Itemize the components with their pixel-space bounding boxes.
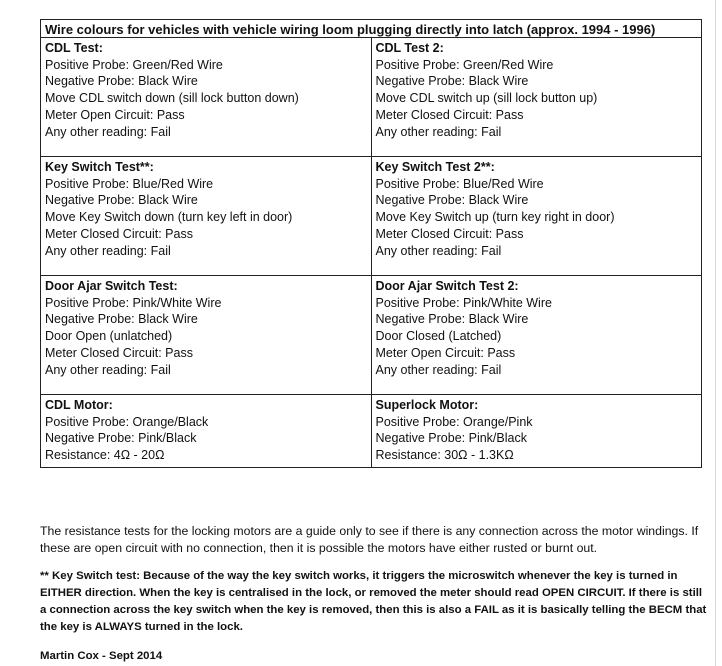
test-heading: CDL Motor: bbox=[45, 398, 113, 412]
test-cell-key-switch-test-2 bbox=[371, 157, 702, 276]
test-line: Meter Closed Circuit: Pass bbox=[375, 107, 524, 122]
test-cell-door-ajar-test-2 bbox=[371, 276, 702, 395]
test-cell-cdl-test bbox=[41, 38, 372, 157]
notes-section bbox=[40, 523, 708, 665]
test-line: Negative Probe: Black Wire bbox=[45, 312, 198, 327]
test-line: Negative Probe: Black Wire bbox=[375, 312, 529, 327]
test-heading: Key Switch Test**: bbox=[45, 160, 154, 174]
test-heading: Door Ajar Switch Test 2: bbox=[375, 279, 519, 293]
test-line: Meter Closed Circuit: Pass bbox=[45, 226, 193, 241]
resistance-note: The resistance tests for the locking motors are a guide only to see if there is any connection across the motor windings. If these are open circuit with no connection, then it is possible the motors have either rusted or burnt out. bbox=[40, 524, 699, 555]
test-line: Resistance: 4Ω - 20Ω bbox=[45, 448, 165, 463]
test-line: Positive Probe: Green/Red Wire bbox=[375, 57, 554, 72]
test-heading: CDL Test: bbox=[45, 41, 103, 55]
test-line: Meter Open Circuit: Pass bbox=[45, 107, 185, 122]
test-line: Any other reading: Fail bbox=[375, 243, 502, 258]
test-heading: Door Ajar Switch Test: bbox=[45, 279, 178, 293]
test-line: Move Key Switch up (turn key right in door) bbox=[375, 210, 615, 225]
test-cell-key-switch-test bbox=[41, 157, 372, 276]
test-line: Positive Probe: Orange/Black bbox=[45, 414, 209, 429]
test-line: Positive Probe: Orange/Pink bbox=[375, 414, 533, 429]
test-line: Any other reading: Fail bbox=[375, 362, 502, 377]
test-line: Negative Probe: Pink/Black bbox=[45, 431, 197, 446]
test-line: Meter Closed Circuit: Pass bbox=[375, 226, 524, 241]
test-line: Positive Probe: Blue/Red Wire bbox=[375, 176, 544, 191]
test-line: Meter Open Circuit: Pass bbox=[375, 345, 516, 360]
test-line: Door Open (unlatched) bbox=[45, 329, 173, 344]
test-line: Any other reading: Fail bbox=[45, 362, 171, 377]
test-line: Negative Probe: Black Wire bbox=[45, 193, 198, 208]
test-cell-superlock-motor bbox=[371, 395, 702, 468]
wire-test-table bbox=[40, 19, 702, 468]
author-signature: Martin Cox - Sept 2014 bbox=[40, 650, 163, 662]
test-line: Resistance: 30Ω - 1.3KΩ bbox=[375, 448, 514, 463]
test-line: Door Closed (Latched) bbox=[375, 329, 502, 344]
test-line: Any other reading: Fail bbox=[45, 243, 171, 258]
table-row bbox=[41, 38, 702, 157]
test-line: Negative Probe: Black Wire bbox=[375, 74, 529, 89]
test-line: Positive Probe: Pink/White Wire bbox=[45, 295, 222, 310]
test-cell-cdl-test-2 bbox=[371, 38, 702, 157]
test-cell-door-ajar-test bbox=[41, 276, 372, 395]
test-cell-cdl-motor bbox=[41, 395, 372, 468]
table-row bbox=[41, 395, 702, 468]
table-row bbox=[41, 157, 702, 276]
test-heading: Key Switch Test 2**: bbox=[375, 160, 495, 174]
test-line: Meter Closed Circuit: Pass bbox=[45, 345, 193, 360]
test-line: Positive Probe: Blue/Red Wire bbox=[45, 176, 214, 191]
test-line: Move CDL switch up (sill lock button up) bbox=[375, 91, 598, 106]
key-switch-note: ** Key Switch test: Because of the way the key switch works, it triggers the microswitch whenever the key is turned in EITHER direction. When the key is centralised in the lock, or removed the meter should read OPEN CIRCUIT. If there is still a connection across the key switch when the key is removed, then this is also a FAIL as it is basically telling the BECM that the key is ALWAYS turned in the lock. bbox=[40, 570, 707, 633]
test-line: Negative Probe: Black Wire bbox=[375, 193, 529, 208]
test-heading: Superlock Motor: bbox=[375, 398, 479, 412]
test-heading: CDL Test 2: bbox=[375, 41, 444, 55]
document-page bbox=[40, 19, 708, 665]
test-line: Any other reading: Fail bbox=[375, 124, 502, 139]
test-line: Move CDL switch down (sill lock button down) bbox=[45, 91, 299, 106]
test-line: Move Key Switch down (turn key left in door) bbox=[45, 210, 293, 225]
table-row bbox=[41, 276, 702, 395]
test-line: Negative Probe: Black Wire bbox=[45, 74, 198, 89]
page-edge-line bbox=[715, 0, 716, 666]
test-line: Positive Probe: Green/Red Wire bbox=[45, 57, 223, 72]
test-line: Positive Probe: Pink/White Wire bbox=[375, 295, 552, 310]
test-line: Any other reading: Fail bbox=[45, 124, 171, 139]
table-title: Wire colours for vehicles with vehicle wiring loom plugging directly into latch (approx. 1994 - 1996) bbox=[41, 20, 702, 38]
test-line: Negative Probe: Pink/Black bbox=[375, 431, 527, 446]
